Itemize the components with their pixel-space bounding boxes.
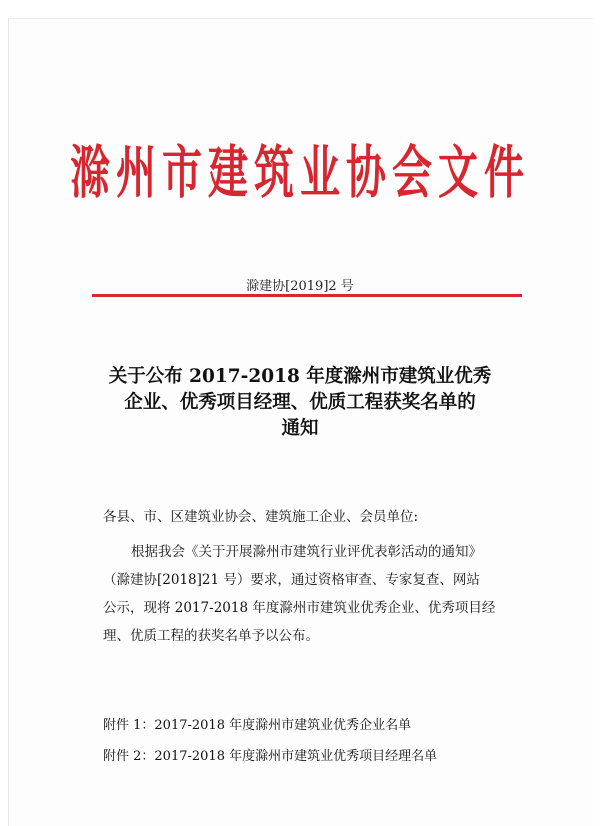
attachment-list <box>103 710 437 772</box>
body-line-1: 根据我会《关于开展滁州市建筑行业评优表彰活动的通知》 <box>131 544 482 560</box>
document-number: 滁建协[2019]2 号 <box>246 279 354 294</box>
body-line-3: 公示，现将 2017-2018 年度滁州市建筑业优秀企业、优秀项目经 <box>103 600 496 616</box>
notice-title-line-2: 企业、优秀项目经理、优质工程获奖名单的 <box>124 392 476 413</box>
red-divider-line <box>92 294 522 297</box>
notice-title <box>0 364 600 442</box>
body-paragraph <box>103 538 523 650</box>
document-header-title: 滁州市建筑业协会文件 <box>70 140 530 207</box>
attachment-2: 附件 2：2017-2018 年度滁州市建筑业优秀项目经理名单 <box>103 749 438 764</box>
attachment-1: 附件 1：2017-2018 年度滁州市建筑业优秀企业名单 <box>103 718 412 733</box>
notice-title-line-3: 通知 <box>281 418 319 439</box>
body-line-4: 理、优质工程的获奖名单予以公布。 <box>103 628 319 644</box>
body-line-2: （滁建协[2018]21 号）要求，通过资格审查、专家复查、网站 <box>103 572 480 588</box>
addressee-line: 各县、市、区建筑业协会、建筑施工企业、会员单位: <box>103 509 419 525</box>
notice-title-line-1: 关于公布 2017-2018 年度滁州市建筑业优秀 <box>108 366 492 387</box>
